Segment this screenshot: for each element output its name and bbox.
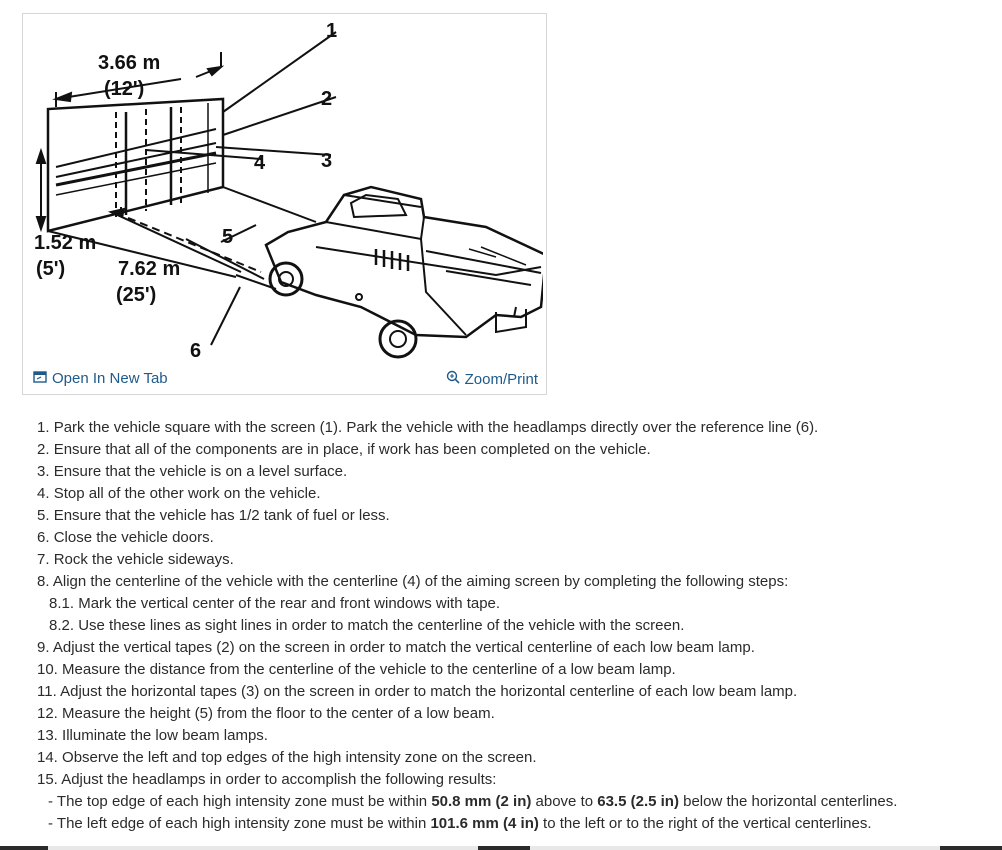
zoom-print-link[interactable] <box>446 370 538 388</box>
substep-item: 8.1. Mark the vertical center of the rear and front windows with tape. <box>49 595 501 612</box>
zoom-print-label: Zoom/Print <box>464 370 538 388</box>
procedure-steps <box>37 417 987 835</box>
callout-3: 3 <box>321 150 333 172</box>
step-item: 15. Adjust the headlamps in order to accomplish the following results: <box>37 771 497 788</box>
substep-item: 8.2. Use these lines as sight lines in order to match the centerline of the vehicle with the screen. <box>49 617 685 634</box>
open-new-tab-icon <box>33 370 47 387</box>
open-new-tab-link[interactable] <box>33 370 168 387</box>
open-new-tab-label: Open In New Tab <box>52 370 168 387</box>
step-item: 8. Align the centerline of the vehicle with the centerline (4) of the aiming screen by completing the following steps: <box>37 573 789 590</box>
step-item: 10. Measure the distance from the centerline of the vehicle to the centerline of a low beam lamp. <box>37 661 676 678</box>
step-item: 6. Close the vehicle doors. <box>37 529 214 546</box>
zoom-icon <box>446 370 460 388</box>
height-metric-label: 1.52 m <box>34 232 97 254</box>
bottom-scroll-bar <box>0 846 1002 850</box>
callout-2: 2 <box>321 88 333 110</box>
figure-box <box>22 13 547 395</box>
width-metric-label: 3.66 m <box>98 52 161 74</box>
distance-imperial-label: (25') <box>116 284 157 306</box>
step-item: 2. Ensure that all of the components are in place, if work has been completed on the vehicle. <box>37 441 651 458</box>
step-item: 14. Observe the left and top edges of the high intensity zone on the screen. <box>37 749 537 766</box>
distance-metric-label: 7.62 m <box>118 258 181 280</box>
callout-6: 6 <box>190 340 202 362</box>
callout-1: 1 <box>326 20 338 42</box>
result-item: - The top edge of each high intensity zone must be within 50.8 mm (2 in) above to 63.5 (2.5 in) below the horizontal centerlines. <box>48 793 898 810</box>
headlamp-aiming-diagram <box>26 17 543 367</box>
step-item: 9. Adjust the vertical tapes (2) on the screen in order to match the vertical centerline of each low beam lamp. <box>37 639 755 656</box>
step-item: 1. Park the vehicle square with the screen (1). Park the vehicle with the headlamps directly over the reference line (6). <box>37 419 819 436</box>
callout-5: 5 <box>222 226 234 248</box>
step-item: 12. Measure the height (5) from the floor to the center of a low beam. <box>37 705 495 722</box>
step-item: 11. Adjust the horizontal tapes (3) on the screen in order to match the horizontal centerline of each low beam lamp. <box>37 683 798 700</box>
height-imperial-label: (5') <box>36 258 66 280</box>
step-item: 3. Ensure that the vehicle is on a level surface. <box>37 463 348 480</box>
result-item: - The left edge of each high intensity zone must be within 101.6 mm (4 in) to the left or to the right of the vertical centerlines. <box>48 815 872 832</box>
callout-4: 4 <box>254 152 266 174</box>
figure-links <box>33 370 538 390</box>
step-item: 4. Stop all of the other work on the vehicle. <box>37 485 321 502</box>
width-imperial-label: (12') <box>104 78 145 100</box>
step-item: 13. Illuminate the low beam lamps. <box>37 727 268 744</box>
step-item: 7. Rock the vehicle sideways. <box>37 551 234 568</box>
step-item: 5. Ensure that the vehicle has 1/2 tank of fuel or less. <box>37 507 390 524</box>
